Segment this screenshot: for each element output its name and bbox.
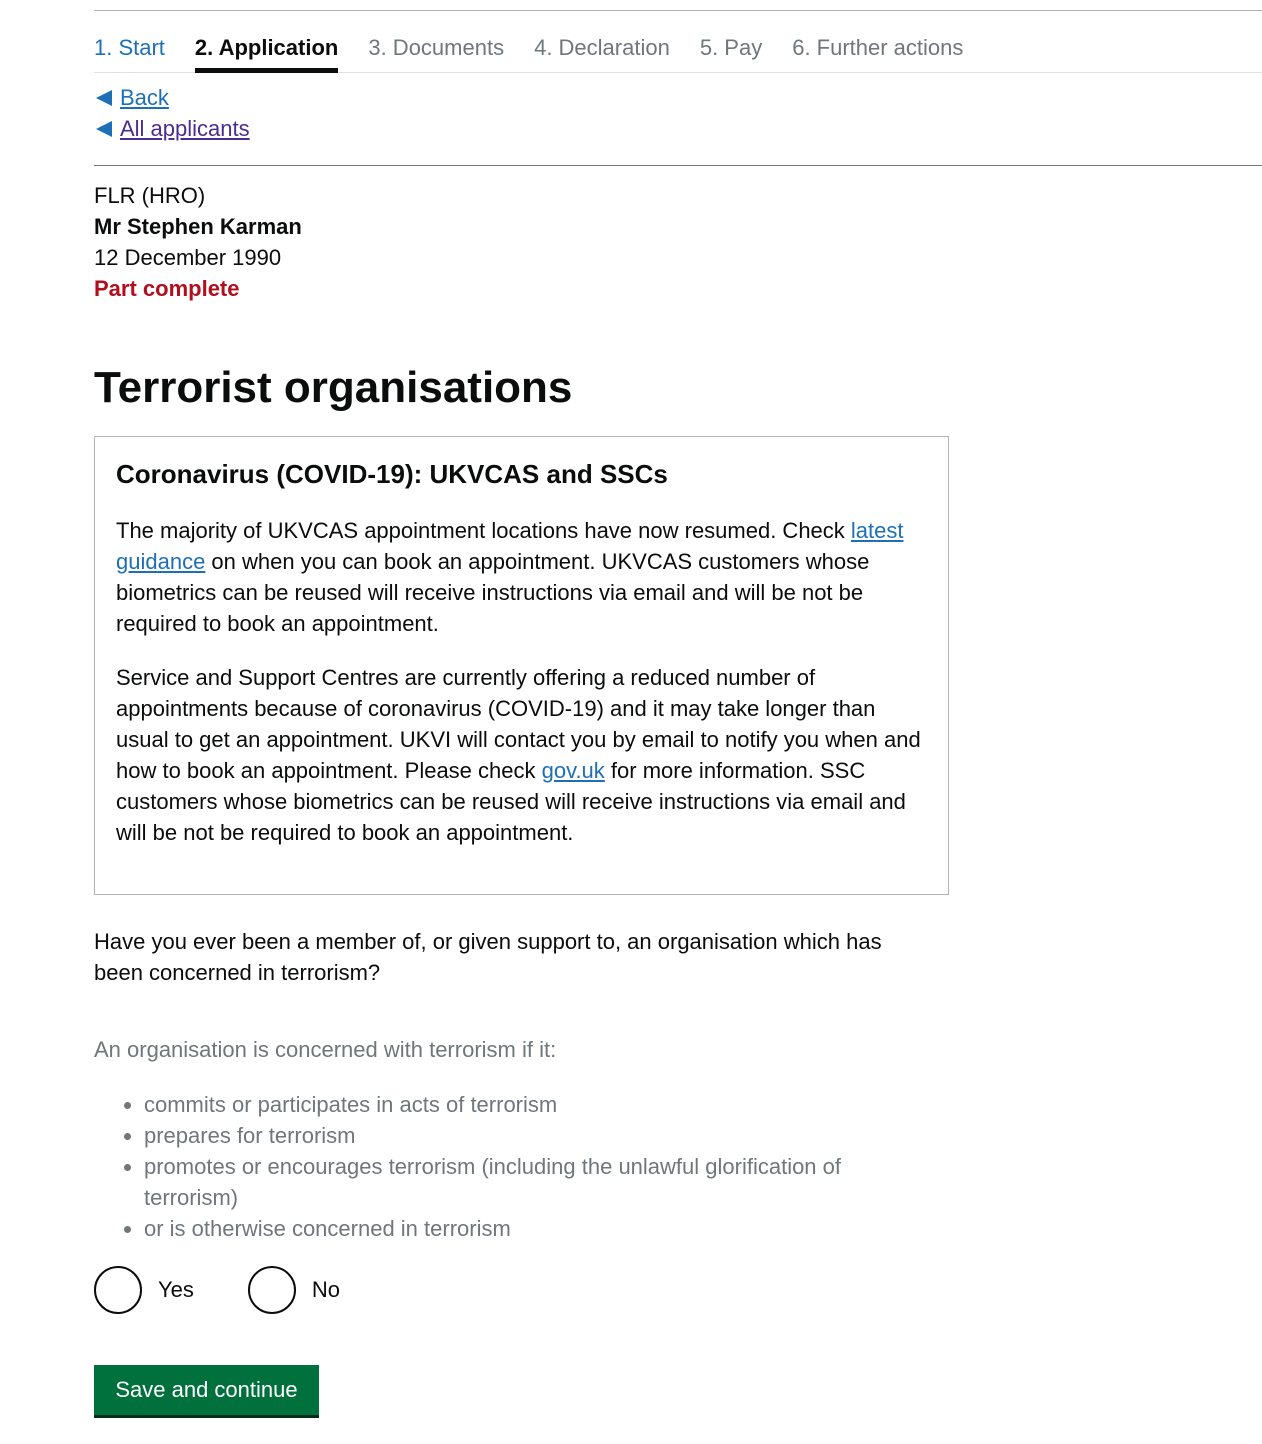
applicant-name: Mr Stephen Karman: [94, 214, 302, 239]
notice-text: Service and Support Centres are currently offering a reduced number of appointments because of coronavirus (COVID-19) and it may take longer than usual to get an appointment. UKVI will contact you by email to notify you when and how to book an appointment. Please check: [116, 665, 921, 783]
back-arrow-icon: [96, 121, 112, 137]
radio-no-label: No: [311, 1277, 341, 1302]
notice-text: The majority of UKVCAS appointment locations have now resumed. Check: [116, 518, 851, 543]
back-link[interactable]: Back: [120, 85, 169, 110]
notice-paragraph-2: [116, 662, 927, 848]
question-text: Have you ever been a member of, or given support to, an organisation which has been concerned in terrorism?: [94, 929, 882, 985]
step-navigation: [94, 28, 1262, 73]
latest-guidance-link[interactable]: latest guidance: [116, 518, 904, 574]
applicant-dob: 12 December 1990: [94, 245, 282, 270]
step-pay: 5. Pay: [699, 35, 763, 60]
step-documents: 3. Documents: [368, 35, 505, 60]
notice-paragraph-1: [116, 515, 927, 639]
step-application: 2. Application: [195, 28, 338, 72]
applicant-summary: [94, 180, 302, 304]
covid-notice-panel: [94, 436, 949, 895]
status-badge: Part complete: [94, 276, 240, 301]
all-applicants-link-row: [94, 113, 250, 144]
gov-uk-link[interactable]: gov.uk: [541, 758, 605, 783]
step-start[interactable]: 1. Start: [94, 35, 165, 60]
list-item: • prepares for terrorism: [144, 1120, 924, 1151]
radio-no-circle[interactable]: [248, 1266, 296, 1314]
back-links: [94, 82, 250, 144]
application-route: FLR (HRO): [94, 183, 206, 208]
notice-heading: Coronavirus (COVID-19): UKVCAS and SSCs: [116, 459, 668, 489]
radio-yes-circle[interactable]: [94, 1266, 142, 1314]
section-divider: [94, 165, 1262, 166]
page-title: Terrorist organisations: [94, 363, 573, 412]
step-declaration: 4. Declaration: [534, 35, 670, 60]
notice-text: for more information. SSC customers whose biometrics can be reused will receive instructions via email and will be not be required to book an appointment.: [116, 758, 906, 845]
list-item: • or is otherwise concerned in terrorism: [144, 1213, 924, 1244]
back-arrow-icon: [96, 90, 112, 106]
list-item: • promotes or encourages terrorism (including the unlawful glorification of terrorism): [144, 1151, 924, 1213]
top-divider: [94, 10, 1262, 11]
radio-no[interactable]: [248, 1266, 340, 1314]
back-link-row: [94, 82, 250, 113]
radio-group: [94, 1266, 340, 1314]
all-applicants-link[interactable]: All applicants: [120, 116, 250, 141]
list-item: • commits or participates in acts of terrorism: [144, 1089, 924, 1120]
step-further-actions: 6. Further actions: [792, 35, 964, 60]
radio-yes[interactable]: [94, 1266, 194, 1314]
save-and-continue-button[interactable]: Save and continue: [94, 1365, 319, 1415]
hint-list: [94, 1089, 924, 1244]
radio-yes-label: Yes: [158, 1277, 194, 1302]
hint-intro: An organisation is concerned with terrorism if it:: [94, 1037, 557, 1062]
notice-text: on when you can book an appointment. UKVCAS customers whose biometrics can be reused will receive instructions via email and will be not be required to book an appointment.: [116, 549, 870, 636]
